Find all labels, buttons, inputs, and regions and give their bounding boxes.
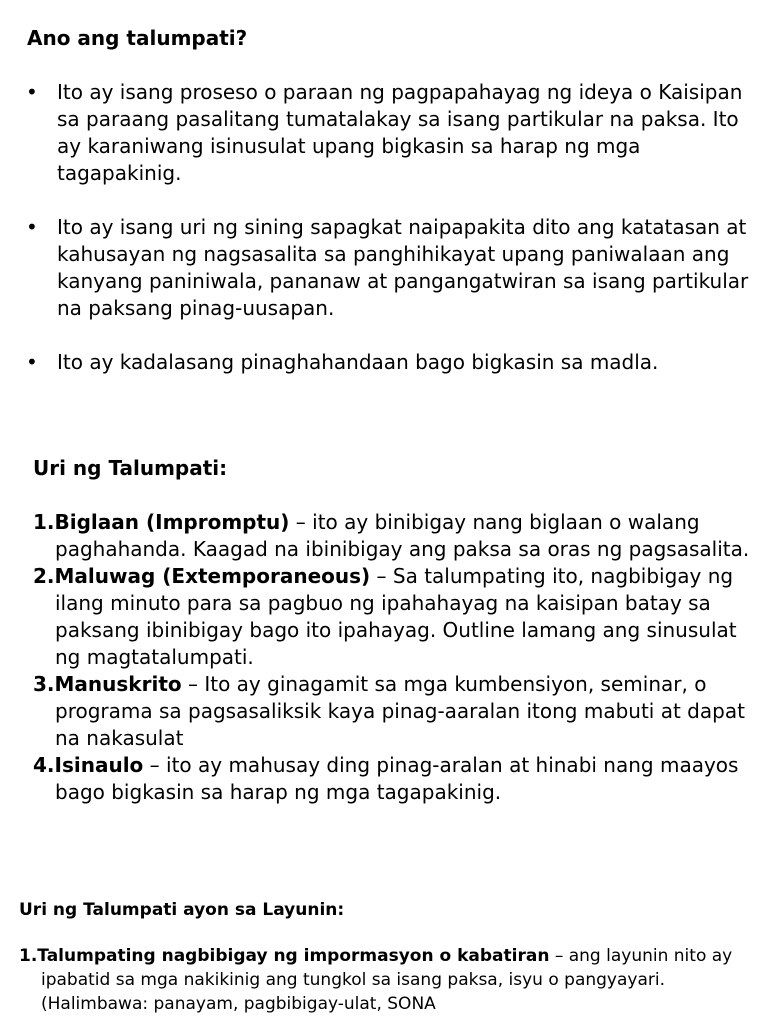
- item-term: Talumpating nagbibigay ng impormasyon o kabatiran: [37, 946, 550, 966]
- item-number: 1.: [19, 946, 38, 966]
- item-description: – Ito ay ginagamit sa mga kumbensiyon, seminar, o programa sa pagsasaliksik kaya pinag-aaralan itong mabuti at dapat na nakasulat: [55, 672, 745, 750]
- speech-type-item: [33, 509, 753, 563]
- item-number: 1.: [33, 510, 55, 534]
- item-term: Isinaulo: [54, 753, 144, 777]
- definition-item: [26, 349, 762, 376]
- speech-type-item: [33, 752, 753, 806]
- definition-list: [26, 79, 762, 403]
- definition-item: [26, 79, 762, 187]
- item-number: 4.: [33, 753, 55, 777]
- bullet-icon: •: [26, 350, 38, 374]
- item-description: – Sa talumpating ito, nagbibigay ng ilang minuto para sa pagbuo ng ipahahayag na kaisipan batay sa paksang ibinibigay bago ito ipahayag. Outline lamang ang sinusulat ng magtatalumpati.: [55, 564, 737, 669]
- definition-item: [26, 214, 762, 322]
- item-number: 3.: [33, 672, 55, 696]
- definition-text: Ito ay isang uri ng sining sapagkat naipapakita dito ang katatasan at kahusayan ng nagsasalita sa panghihikayat upang paniwalaan ang kanyang paniniwala, pananaw at pangangatwiran sa isang partikular na paksang pinag-uusapan.: [57, 215, 749, 320]
- definition-text: Ito ay kadalasang pinaghahandaan bago bigkasin sa madla.: [57, 350, 659, 374]
- purpose-types-list: [19, 944, 739, 1016]
- item-description: – ang layunin nito ay ipabatid sa mga nakikinig ang tungkol sa isang paksa, isyu o pangyayari. (Halimbawa: panayam, pagbibigay-ulat, SONA: [41, 946, 733, 1014]
- speech-type-item: [33, 671, 753, 752]
- item-description: – ito ay binibigay nang biglaan o walang paghahanda. Kaagad na ibinibigay ang paksa sa oras ng pagsasalita.: [55, 510, 750, 561]
- item-term: Maluwag (Extemporaneous): [54, 564, 371, 588]
- item-description: – ito ay mahusay ding pinag-aralan at hinabi nang maayos bago bigkasin sa harap ng mga tagapakinig.: [55, 753, 739, 804]
- speech-type-item: [33, 563, 753, 671]
- section-title-types-by-purpose: Uri ng Talumpati ayon sa Layunin:: [19, 900, 345, 920]
- item-term: Biglaan (Impromptu): [54, 510, 290, 534]
- item-term: Manuskrito: [54, 672, 182, 696]
- item-number: 2.: [33, 564, 55, 588]
- section-title-speech-types: Uri ng Talumpati:: [33, 456, 228, 480]
- section-title-what-is-speech: Ano ang talumpati?: [27, 26, 248, 50]
- definition-text: Ito ay isang proseso o paraan ng pagpapahayag ng ideya o Kaisipan sa paraang pasalitang tumatalakay sa isang partikular na paksa. Ito ay karaniwang isinusulat upang bigkasin sa harap ng mga tagapakinig.: [57, 80, 743, 185]
- bullet-icon: •: [26, 80, 38, 104]
- purpose-type-item: [19, 944, 739, 1016]
- speech-types-list: [33, 509, 753, 806]
- bullet-icon: •: [26, 215, 38, 239]
